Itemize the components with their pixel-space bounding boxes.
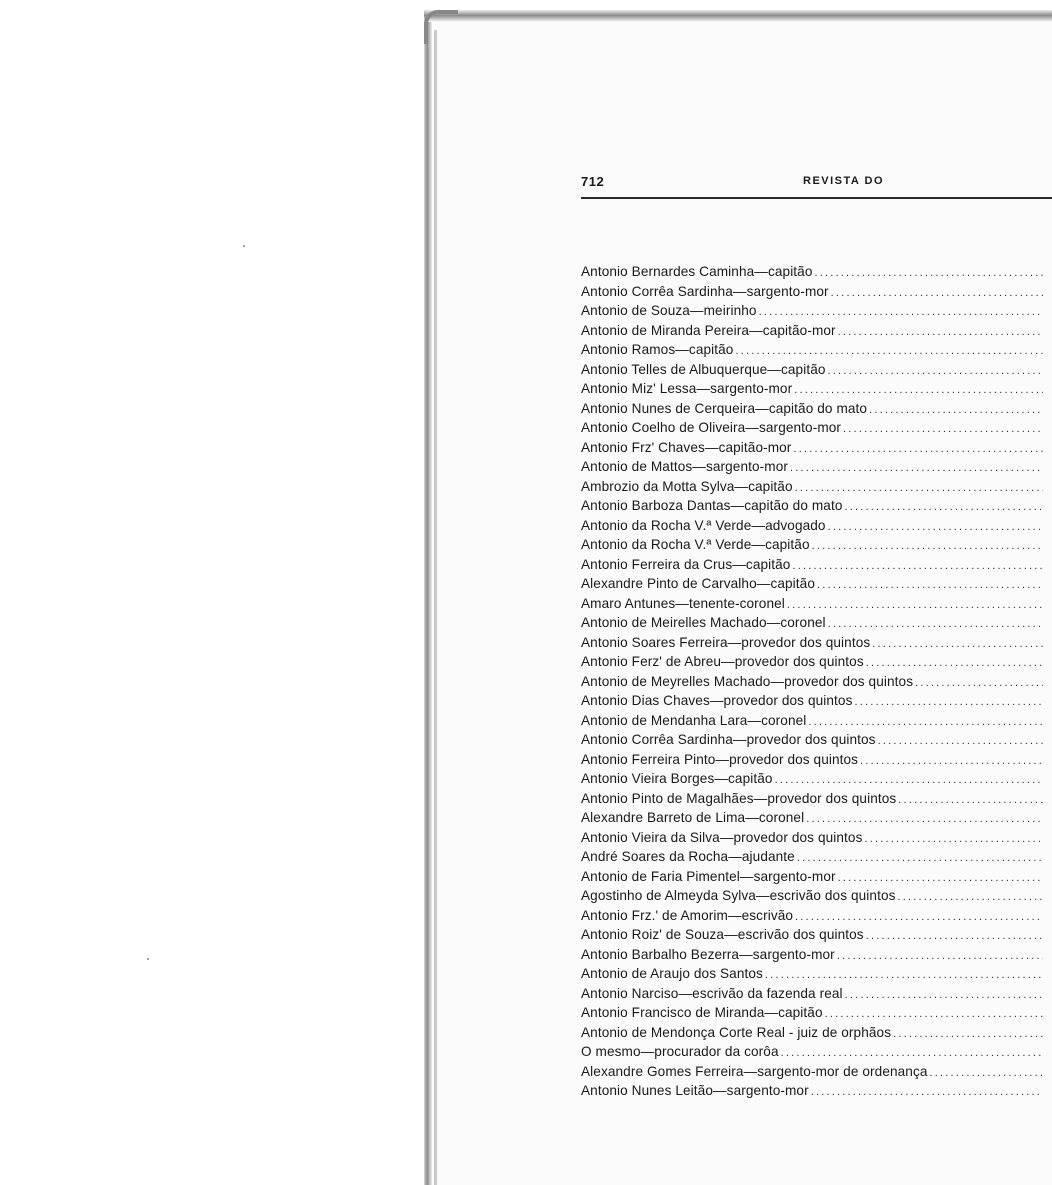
dot-leader bbox=[793, 440, 1043, 458]
entry-text: Antonio de Mendonça Corte Real - juiz de orphãos bbox=[581, 1024, 892, 1040]
entry-row bbox=[581, 672, 1043, 692]
dot-leader bbox=[775, 771, 1043, 789]
dot-leader bbox=[869, 401, 1043, 419]
entry-text: Antonio Corrêa Sardinha—provedor dos quintos bbox=[581, 732, 876, 747]
dot-leader bbox=[792, 557, 1043, 575]
entry-text: Antonio Barboza Dantas—capitão do mato bbox=[581, 498, 843, 513]
dot-leader bbox=[844, 498, 1043, 516]
entry-text: Antonio de Miranda Pereira—capitão-mor bbox=[581, 322, 836, 338]
entry-text: Antonio Vieira da Silva—provedor dos quintos bbox=[581, 829, 863, 845]
entry-row bbox=[581, 457, 1043, 477]
dot-leader bbox=[817, 576, 1043, 594]
dot-leader bbox=[838, 869, 1043, 887]
entry-text: Antonio Frz.' de Amorim—escrivão bbox=[581, 907, 794, 923]
dot-leader bbox=[797, 849, 1043, 867]
dot-leader bbox=[735, 342, 1043, 360]
entry-row bbox=[581, 730, 1043, 750]
dot-leader bbox=[795, 908, 1043, 926]
dot-leader bbox=[787, 596, 1043, 614]
entry-row bbox=[581, 652, 1043, 672]
dot-leader bbox=[828, 615, 1043, 633]
entry-row bbox=[581, 360, 1043, 380]
entry-row bbox=[581, 301, 1043, 321]
dot-leader bbox=[759, 303, 1043, 321]
entry-text: Antonio de Mattos—sargento-mor bbox=[581, 459, 789, 474]
dot-leader bbox=[843, 420, 1043, 438]
dot-leader bbox=[845, 986, 1043, 1004]
entry-text: Antonio Miz' Lessa—sargento-mor bbox=[581, 381, 793, 396]
entry-text: Antonio da Rocha V.ª Verde—advogado bbox=[581, 517, 826, 533]
running-head: REVISTA DO bbox=[803, 175, 885, 187]
entry-text: Antonio Telles de Albuquerque—capitão bbox=[581, 361, 826, 377]
entry-row bbox=[581, 925, 1043, 945]
entry-row bbox=[581, 438, 1043, 458]
page-corner bbox=[424, 10, 458, 44]
entry-row bbox=[581, 867, 1043, 887]
entry-text: Antonio Corrêa Sardinha—sargento-mor bbox=[581, 283, 829, 299]
entry-text: Alexandre Barreto de Lima—coronel bbox=[581, 810, 805, 825]
entry-text: Antonio de Faria Pimentel—sargento-mor bbox=[581, 868, 836, 884]
page-top-edge bbox=[424, 10, 1052, 22]
entry-text: O mesmo—procurador da corôa bbox=[581, 1044, 779, 1059]
entry-text: Antonio de Meirelles Machado—coronel bbox=[581, 615, 826, 630]
entry-row bbox=[581, 379, 1043, 399]
entry-row bbox=[581, 418, 1043, 438]
dot-leader bbox=[806, 810, 1043, 828]
dot-leader bbox=[815, 264, 1043, 282]
entry-row bbox=[581, 886, 1043, 906]
entry-list bbox=[581, 262, 1043, 1101]
entry-text: Antonio Ferreira Pinto—provedor dos quintos bbox=[581, 751, 859, 767]
dot-leader bbox=[878, 732, 1043, 750]
entry-text: Antonio Nunes Leitão—sargento-mor bbox=[581, 1083, 809, 1098]
entry-row bbox=[581, 828, 1043, 848]
dot-leader bbox=[864, 830, 1043, 848]
entry-text: Antonio Bernardes Caminha—capitão bbox=[581, 264, 813, 279]
dot-leader bbox=[866, 654, 1043, 672]
entry-row bbox=[581, 984, 1043, 1004]
entry-row bbox=[581, 945, 1043, 965]
entry-row bbox=[581, 906, 1043, 926]
entry-row bbox=[581, 516, 1043, 536]
entry-row bbox=[581, 321, 1043, 341]
dot-leader bbox=[855, 693, 1044, 711]
entry-text: Alexandre Gomes Ferreira—sargento-mor de ordenança bbox=[581, 1063, 928, 1079]
entry-row bbox=[581, 496, 1043, 516]
entry-text: Antonio Dias Chaves—provedor dos quintos bbox=[581, 693, 853, 708]
dot-leader bbox=[838, 323, 1043, 341]
entry-text: Antonio Pinto de Magalhães—provedor dos quintos bbox=[581, 790, 897, 806]
entry-row bbox=[581, 555, 1043, 575]
entry-row bbox=[581, 262, 1043, 282]
entry-row bbox=[581, 399, 1043, 419]
entry-text: Agostinho de Almeyda Sylva—escrivão dos quintos bbox=[581, 888, 896, 903]
entry-text: Antonio Nunes de Cerqueira—capitão do mato bbox=[581, 400, 868, 416]
dot-leader bbox=[790, 459, 1043, 477]
dot-leader bbox=[915, 674, 1043, 692]
dot-leader bbox=[811, 1083, 1043, 1101]
dot-leader bbox=[812, 537, 1043, 555]
entry-text: Antonio de Araujo dos Santos bbox=[581, 966, 763, 981]
dot-leader bbox=[828, 518, 1043, 536]
entry-row bbox=[581, 1081, 1043, 1101]
header-rule bbox=[581, 197, 1052, 199]
entry-text: Antonio Vieira Borges—capitão bbox=[581, 771, 773, 786]
dot-leader bbox=[808, 713, 1043, 731]
entry-text: Antonio Narciso—escrivão da fazenda real bbox=[581, 985, 843, 1001]
dot-leader bbox=[837, 947, 1043, 965]
entry-row bbox=[581, 964, 1043, 984]
entry-text: Antonio Francisco de Miranda—capitão bbox=[581, 1005, 823, 1020]
entry-text: Antonio Frz' Chaves—capitão-mor bbox=[581, 439, 792, 455]
dot-leader bbox=[866, 927, 1043, 945]
dot-leader bbox=[831, 284, 1043, 302]
dot-leader bbox=[828, 362, 1043, 380]
entry-row bbox=[581, 574, 1043, 594]
dot-leader bbox=[795, 479, 1043, 497]
entry-row bbox=[581, 535, 1043, 555]
entry-row bbox=[581, 633, 1043, 653]
entry-row bbox=[581, 1042, 1043, 1062]
dust-speck bbox=[147, 958, 149, 960]
dot-leader bbox=[794, 381, 1043, 399]
entry-text: Antonio Ramos—capitão bbox=[581, 342, 734, 357]
entry-row bbox=[581, 1062, 1043, 1082]
entry-text: Antonio Coelho de Oliveira—sargento-mor bbox=[581, 420, 842, 435]
entry-text: Ambrozio da Motta Sylva—capitão bbox=[581, 478, 793, 494]
dot-leader bbox=[898, 888, 1043, 906]
entry-text: Antonio Roiz' de Souza—escrivão dos quintos bbox=[581, 927, 864, 942]
dot-leader bbox=[898, 791, 1043, 809]
dot-leader bbox=[872, 635, 1043, 653]
entry-text: Antonio da Rocha V.ª Verde—capitão bbox=[581, 537, 810, 552]
dot-leader bbox=[781, 1044, 1043, 1062]
entry-text: André Soares da Rocha—ajudante bbox=[581, 849, 795, 864]
entry-row bbox=[581, 769, 1043, 789]
entry-text: Antonio de Souza—meirinho bbox=[581, 303, 757, 318]
page-binding-shadow bbox=[434, 30, 437, 1185]
entry-text: Amaro Antunes—tenente-coronel bbox=[581, 595, 785, 611]
page-header bbox=[581, 174, 1052, 192]
entry-row bbox=[581, 847, 1043, 867]
entry-text: Antonio de Meyrelles Machado—provedor dos quintos bbox=[581, 673, 914, 689]
dot-leader bbox=[765, 966, 1043, 984]
entry-row bbox=[581, 691, 1043, 711]
dot-leader bbox=[860, 752, 1043, 770]
dot-leader bbox=[930, 1064, 1043, 1082]
entry-text: Antonio Soares Ferreira—provedor dos quintos bbox=[581, 634, 871, 650]
entry-row bbox=[581, 750, 1043, 770]
page-binding-edge bbox=[424, 18, 432, 1185]
page-number: 712 bbox=[581, 174, 605, 189]
dot-leader bbox=[893, 1025, 1043, 1043]
entry-row bbox=[581, 477, 1043, 497]
entry-text: Alexandre Pinto de Carvalho—capitão bbox=[581, 576, 815, 591]
entry-text: Antonio Ferreira da Crus—capitão bbox=[581, 556, 791, 572]
entry-row bbox=[581, 1023, 1043, 1043]
entry-row bbox=[581, 613, 1043, 633]
entry-row bbox=[581, 594, 1043, 614]
entry-row bbox=[581, 789, 1043, 809]
entry-text: Antonio Ferz' de Abreu—provedor dos quintos bbox=[581, 654, 864, 669]
dust-speck bbox=[243, 245, 245, 247]
dot-leader bbox=[825, 1005, 1043, 1023]
entry-text: Antonio Barbalho Bezerra—sargento-mor bbox=[581, 946, 835, 962]
entry-row bbox=[581, 711, 1043, 731]
entry-row bbox=[581, 1003, 1043, 1023]
entry-row bbox=[581, 808, 1043, 828]
entry-row bbox=[581, 340, 1043, 360]
entry-text: Antonio de Mendanha Lara—coronel bbox=[581, 712, 807, 728]
entry-row bbox=[581, 282, 1043, 302]
